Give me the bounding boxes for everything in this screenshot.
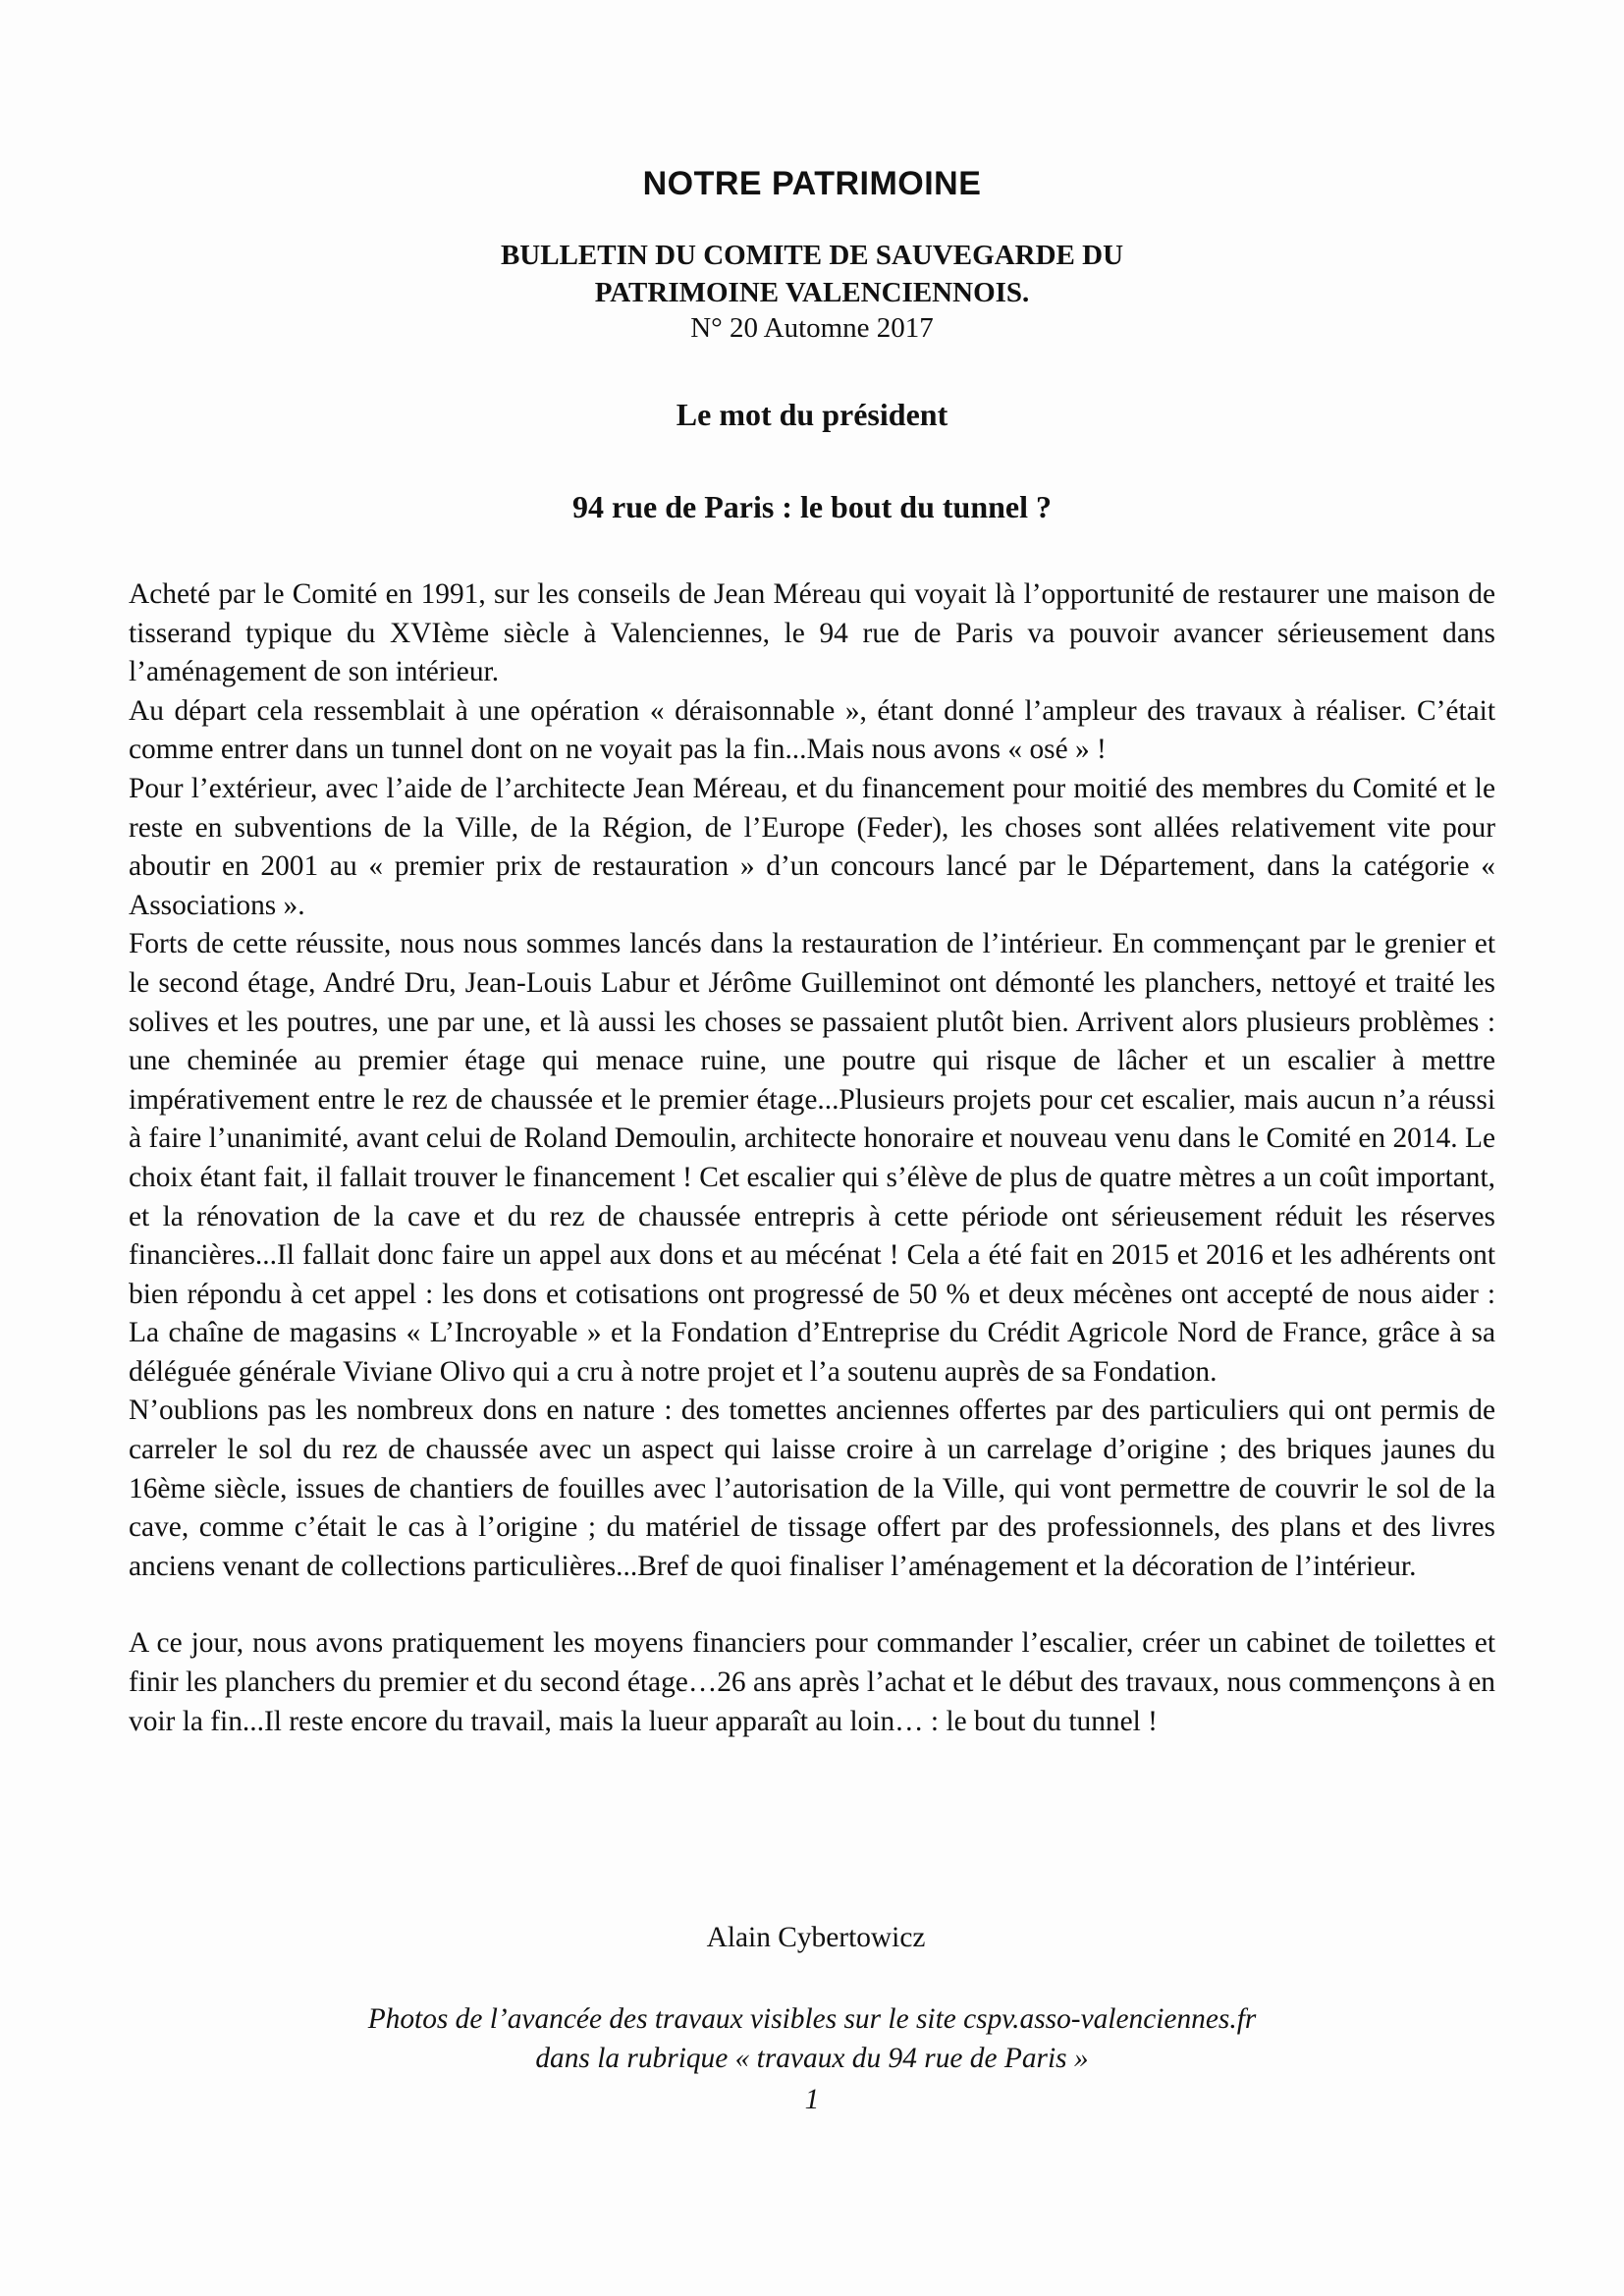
paragraph: Pour l’extérieur, avec l’aide de l’architecte Jean Méreau, et du financement pour moitié des membres du Comité et le reste en subventions de la Ville, de la Région, de l’Europe (Feder), les choses sont allées relativement vite pour aboutir en 2001 au « premier prix de restauration » d’un concours lancé par le Département, dans la catégorie « Associations ». [129,772,1495,921]
photos-note-line-2: dans la rubrique « travaux du 94 rue de Paris » [535,2043,1089,2074]
paragraph: Au départ cela ressemblait à une opération « déraisonnable », étant donné l’ampleur des travaux à réaliser. C’était comme entrer dans un tunnel dont on ne voyait pas la fin...Mais nous avons « osé » ! [129,694,1495,766]
bulletin-subtitle-line-2: PATRIMOINE VALENCIENNOIS. [594,277,1030,308]
paragraph: Acheté par le Comité en 1991, sur les conseils de Jean Méreau qui voyait là l’opportunité de restaurer une maison de tisserand typique du XVIème siècle à Valenciennes, le 94 rue de Paris va pouvoir avancer sérieusement dans l’aménagement de son intérieur. [129,578,1495,688]
section-title: Le mot du président [676,397,948,432]
author-signature: Alain Cybertowicz [706,1922,926,1953]
photos-note-line-1: Photos de l’avancée des travaux visibles sur le site cspv.asso-valenciennes.fr [367,2003,1257,2035]
paragraph: A ce jour, nous avons pratiquement les moyens financiers pour commander l’escalier, créer un cabinet de toilettes et finir les planchers du premier et du second étage…26 ans après l’achat et le début des travaux, nous commençons à en voir la fin...Il reste encore du travail, mais la lueur apparaît au loin… : le bout du tunnel ! [129,1627,1495,1737]
issue-number: N° 20 Automne 2017 [690,312,934,344]
article-body [129,575,1495,1741]
paragraph: N’oublions pas les nombreux dons en nature : des tomettes anciennes offertes par des particuliers qui ont permis de carreler le sol du rez de chaussée avec un aspect qui laisse croire à un carrelage d’origine ; des briques jaunes du 16ème siècle, issues de chantiers de fouilles avec l’autorisation de la Ville, qui vont permettre de couvrir le sol de la cave, comme c’était le cas à l’origine ; du matériel de tissage offert par des professionnels, des plans et des livres anciens venant de collections particulières...Bref de quoi finaliser l’aménagement et la décoration de l’intérieur. [129,1394,1495,1582]
publication-title: NOTRE PATRIMOINE [642,165,982,202]
page-number: 1 [804,2084,820,2115]
paragraph-spacer [129,1586,1495,1624]
paragraph: Forts de cette réussite, nous nous sommes lancés dans la restauration de l’intérieur. En commençant par le grenier et le second étage, André Dru, Jean-Louis Labur et Jérôme Guilleminot ont démonté les planchers, nettoyé et traité les solives et les poutres, une par une, et là aussi les choses se passaient plutôt bien. Arrivent alors plusieurs problèmes : une cheminée au premier étage qui menace ruine, une poutre qui risque de lâcher et un escalier à mettre impérativement entre le rez de chaussée et le premier étage...Plusieurs projets pour cet escalier, mais aucun n’a réussi à faire l’unanimité, avant celui de Roland Demoulin, architecte honoraire et nouveau venu dans le Comité en 2014. Le choix étant fait, il fallait trouver le financement ! Cet escalier qui s’élève de plus de quatre mètres a un coût important, et la rénovation de la cave et du rez de chaussée entrepris à cette période ont sérieusement réduit les réserves financières...Il fallait donc faire un appel aux dons et au mécénat ! Cela a été fait en 2015 et 2016 et les adhérents ont bien répondu à cet appel : les dons et cotisations ont progressé de 50 % et deux mécènes ont accepté de nous aider : La chaîne de magasins « L’Incroyable » et la Fondation d’Entreprise du Crédit Agricole Nord de France, grâce à sa déléguée générale Viviane Olivo qui a cru à notre projet et l’a soutenu auprès de sa Fondation. [129,928,1495,1388]
bulletin-subtitle-line-1: BULLETIN DU COMITE DE SAUVEGARDE DU [500,240,1124,271]
article-headline: 94 rue de Paris : le bout du tunnel ? [571,489,1053,524]
